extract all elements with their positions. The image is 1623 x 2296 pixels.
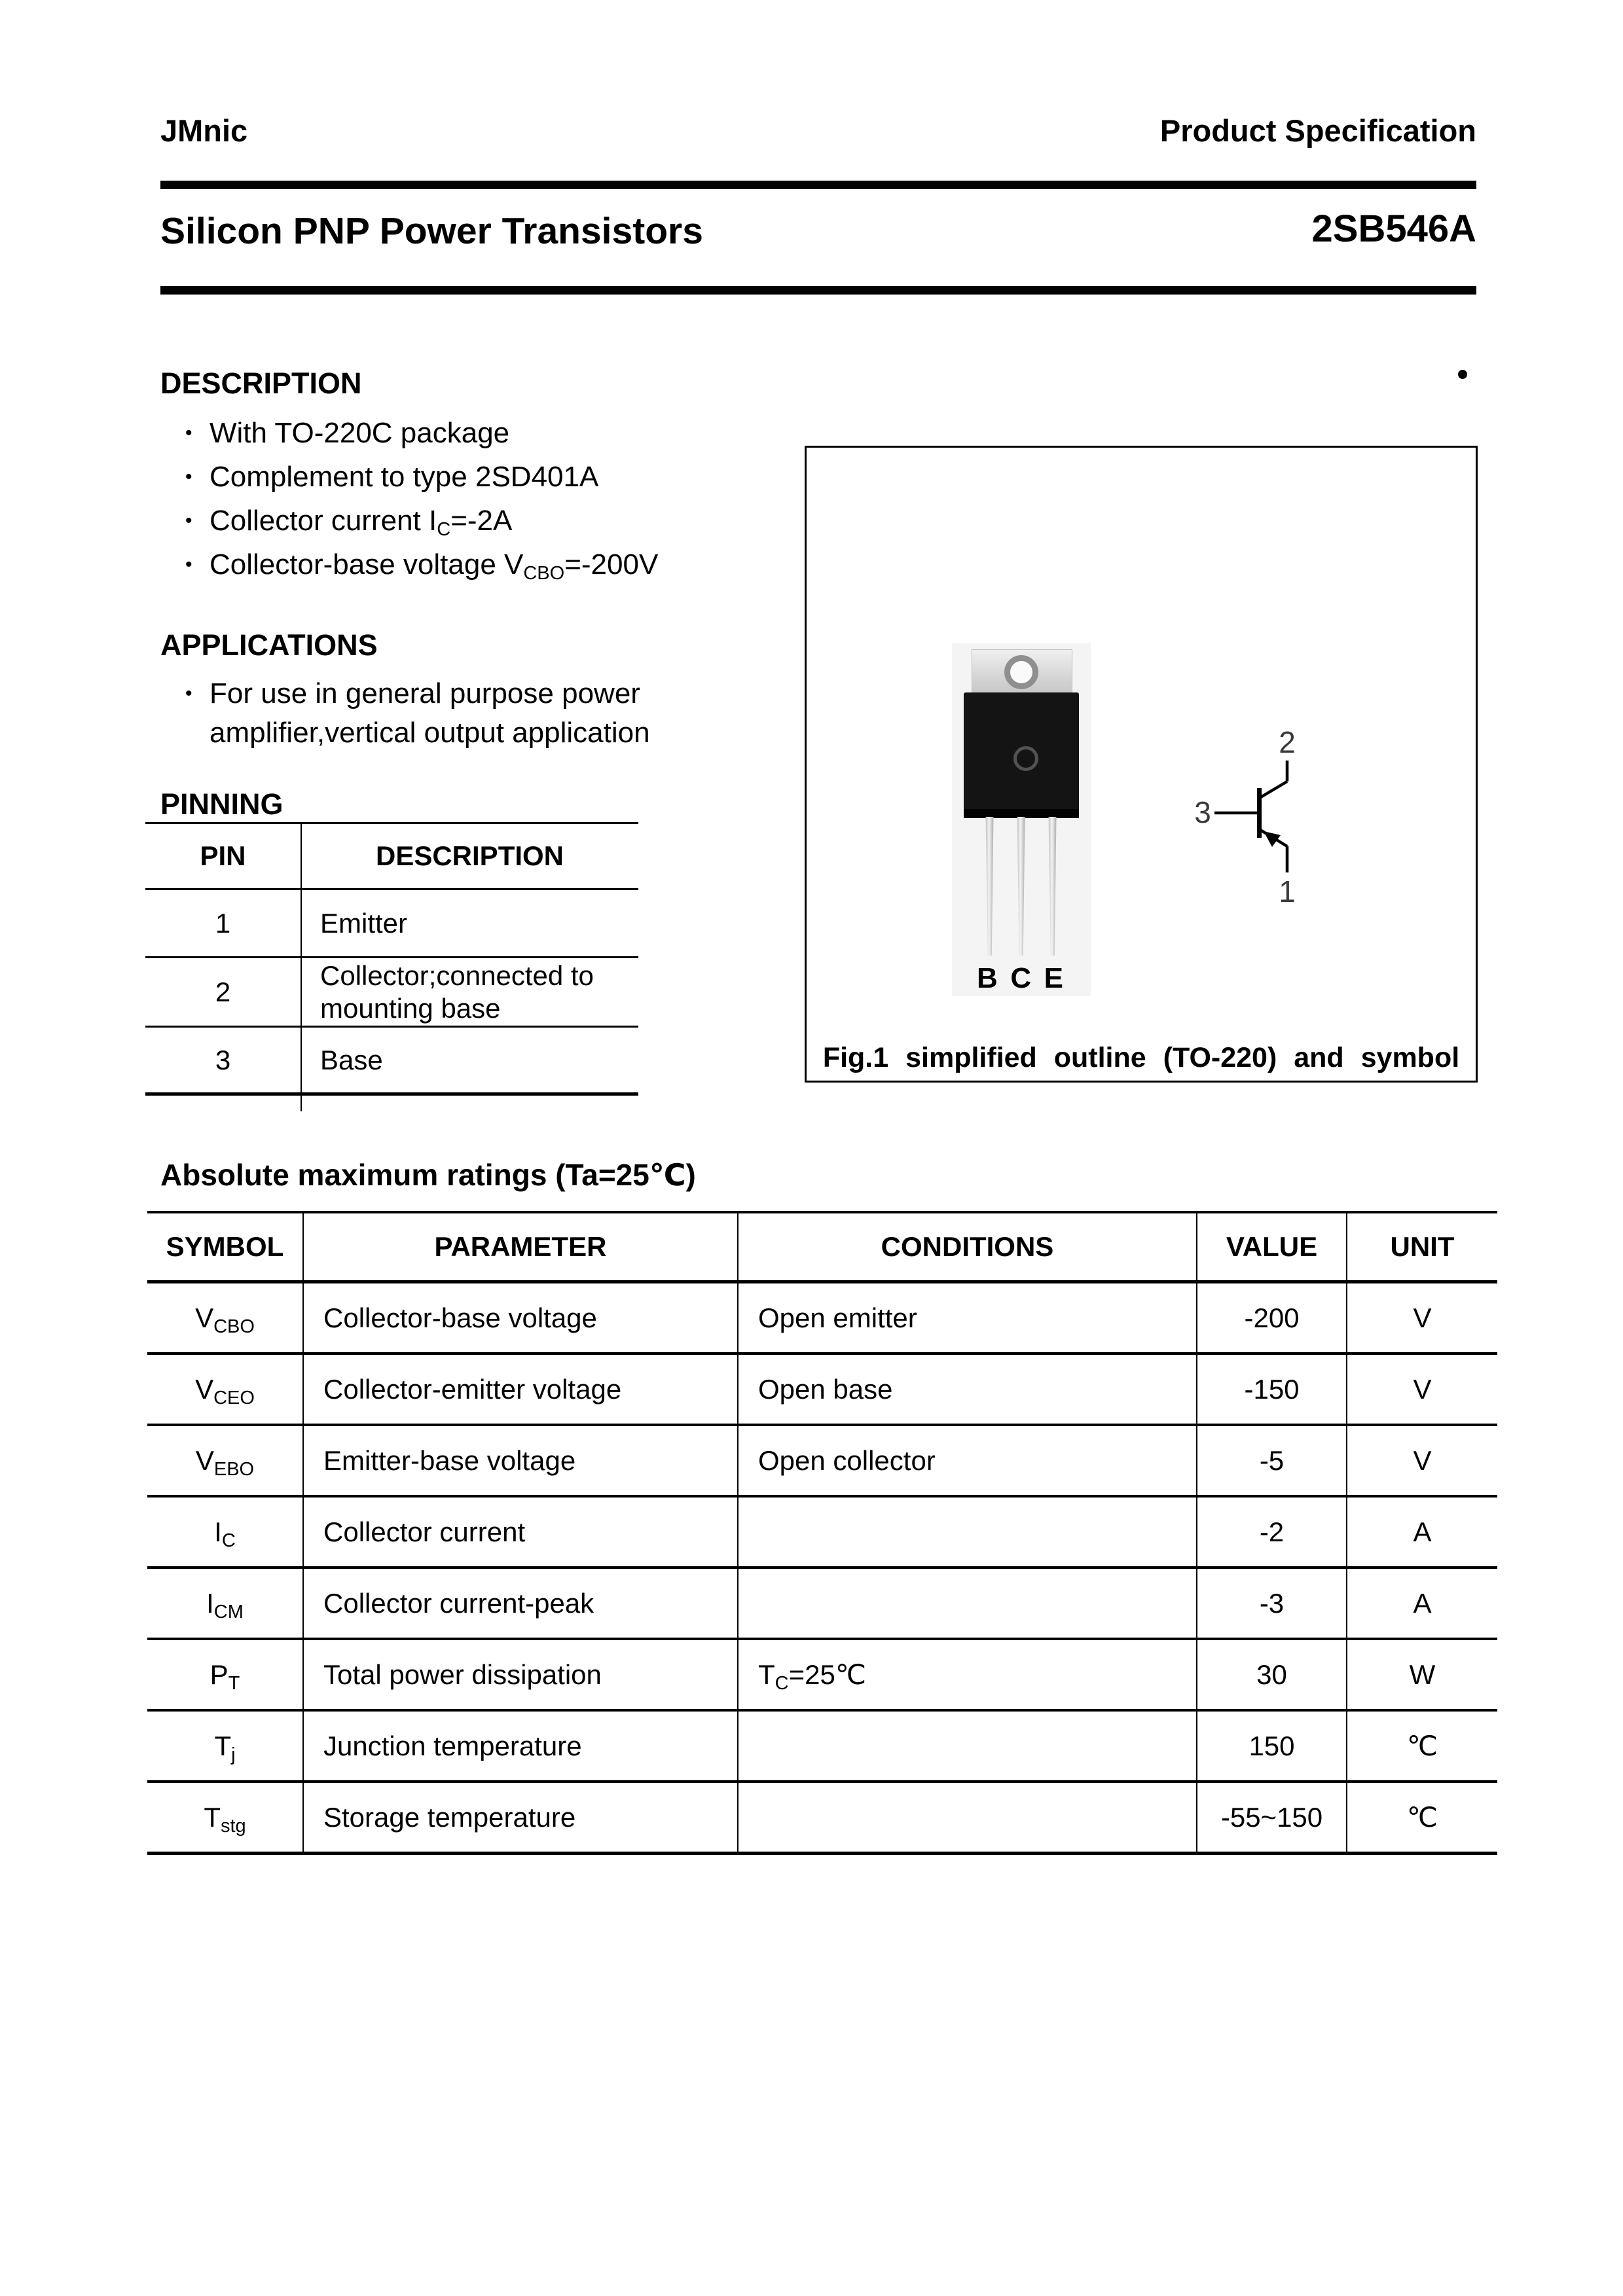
- unit-cell: ℃: [1347, 1710, 1497, 1782]
- package-base-strip: [964, 809, 1079, 818]
- parameter-cell: Emitter-base voltage: [303, 1425, 738, 1496]
- table-row: [147, 1782, 1497, 1854]
- parameter-column-header: PARAMETER: [303, 1212, 738, 1282]
- package-leg-base: [985, 817, 994, 956]
- pin-number-cell: 3: [215, 1044, 231, 1075]
- mounting-tab: [972, 649, 1072, 698]
- pin-number-cell: 2: [145, 958, 301, 1027]
- bullet-text: Complement to type 2SD401A: [210, 460, 599, 493]
- table-row: [147, 1425, 1497, 1496]
- mounting-hole-icon: [1004, 655, 1038, 689]
- unit-cell: W: [1347, 1639, 1497, 1710]
- parameter-cell: Collector current: [303, 1496, 738, 1568]
- value-cell: -55~150: [1197, 1782, 1347, 1854]
- table-row: [147, 1710, 1497, 1782]
- pin-number-cell: 1: [145, 889, 301, 958]
- pnp-transistor-symbol: [1180, 706, 1324, 915]
- table-row: [145, 1027, 638, 1094]
- symbol-cell: $T_j$: [147, 1710, 303, 1782]
- package-pin-labels: [977, 962, 1063, 995]
- header-rule-top: [160, 181, 1476, 189]
- bullet-icon: •: [185, 682, 192, 704]
- parameter-cell: Collector-emitter voltage: [303, 1354, 738, 1425]
- conditions-cell: Open emitter: [738, 1282, 1197, 1354]
- conditions-cell: Open collector: [738, 1425, 1197, 1496]
- stray-dot-icon: [1458, 370, 1467, 379]
- abs-max-ratings-table: [147, 1211, 1497, 1855]
- parameter-cell: Storage temperature: [303, 1782, 738, 1854]
- pin-label-e: E: [1044, 962, 1063, 994]
- bullet-icon: •: [185, 509, 192, 531]
- bullet-icon: •: [185, 465, 192, 488]
- applications-bullet-list: [160, 672, 640, 715]
- conditions-cell: $T_C=25℃$: [738, 1639, 1197, 1710]
- parameter-cell: Total power dissipation: [303, 1639, 738, 1710]
- pin-description-cell: Base: [301, 1027, 638, 1094]
- symbol-column-header: SYMBOL: [147, 1212, 303, 1282]
- value-cell: -200: [1197, 1282, 1347, 1354]
- table-row: [147, 1354, 1497, 1425]
- bullet-text: For use in general purpose power: [210, 677, 640, 709]
- list-item: [160, 543, 658, 586]
- symbol-cell: $I_C$: [147, 1496, 303, 1568]
- document-type-label: Product Specification: [1159, 113, 1476, 148]
- table-row: [145, 958, 638, 1027]
- symbol-cell: $V_{CEO}$: [147, 1354, 303, 1425]
- description-column-header: DESCRIPTION: [301, 823, 638, 889]
- list-item: [160, 455, 658, 499]
- pinning-table: [145, 822, 638, 1096]
- pin-description-cell: Emitter: [301, 889, 638, 958]
- package-body: [964, 692, 1079, 818]
- figure-caption: Fig.1 simplified outline (TO-220) and symbol: [822, 1042, 1460, 1073]
- conditions-column-header: CONDITIONS: [738, 1212, 1197, 1282]
- value-cell: 30: [1197, 1639, 1347, 1710]
- unit-cell: V: [1347, 1282, 1497, 1354]
- parameter-cell: Junction temperature: [303, 1710, 738, 1782]
- brand-logo-text: JMnic: [160, 113, 248, 148]
- table-row: [147, 1639, 1497, 1710]
- part-number: 2SB546A: [1311, 207, 1476, 250]
- figure-box: [805, 446, 1478, 1083]
- molded-mark-icon: [1013, 746, 1038, 771]
- unit-cell: V: [1347, 1425, 1497, 1496]
- value-cell: -2: [1197, 1496, 1347, 1568]
- symbol-cell: $T_{stg}$: [204, 1801, 246, 1837]
- unit-cell: V: [1347, 1354, 1497, 1425]
- conditions-cell: [738, 1568, 1197, 1639]
- table-row: [147, 1282, 1497, 1354]
- package-leg-collector: [1016, 817, 1026, 956]
- conditions-cell: [738, 1496, 1197, 1568]
- symbol-cell: $V_{EBO}$: [147, 1425, 303, 1496]
- table-header-row: [145, 823, 638, 889]
- header-rule-bottom: [160, 286, 1476, 295]
- bullet-text: Collector-base voltage $V_{CBO}=-200V$: [210, 548, 659, 584]
- pin-label-c: C: [1010, 962, 1032, 994]
- value-column-header: VALUE: [1197, 1212, 1347, 1282]
- package-leg-emitter: [1048, 817, 1057, 956]
- bullet-icon: •: [185, 422, 192, 444]
- list-item: [160, 672, 640, 715]
- conditions-cell: [738, 1782, 1197, 1854]
- svg-text:1: 1: [1279, 874, 1296, 908]
- list-item: [160, 499, 658, 543]
- bullet-icon: •: [185, 553, 192, 575]
- pinning-table-divider-overshoot: [301, 1090, 302, 1111]
- symbol-cell: $I_{CM}$: [147, 1568, 303, 1639]
- parameter-cell: Collector current-peak: [303, 1568, 738, 1639]
- table-row: [147, 1568, 1497, 1639]
- applications-continuation-line: amplifier,vertical output application: [210, 717, 650, 749]
- symbol-cell: $P_T$: [147, 1639, 303, 1710]
- package-photo: [952, 643, 1091, 996]
- description-bullet-list: [160, 411, 658, 586]
- description-heading: DESCRIPTION: [160, 367, 362, 400]
- unit-cell: A: [1347, 1568, 1497, 1639]
- table-row: [147, 1496, 1497, 1568]
- table-row: [145, 889, 638, 958]
- conditions-cell: Open base: [738, 1354, 1197, 1425]
- value-cell: -150: [1197, 1354, 1347, 1425]
- list-item: [160, 411, 658, 455]
- abs-max-heading: Absolute maximum ratings (Ta=25℃): [160, 1158, 696, 1192]
- unit-cell: A: [1347, 1496, 1497, 1568]
- unit-column-header: UNIT: [1347, 1212, 1497, 1282]
- pin-column-header: PIN: [145, 823, 301, 889]
- bullet-text: Collector current $I_C=-2A$: [210, 504, 513, 540]
- product-family-title: Silicon PNP Power Transistors: [160, 210, 703, 252]
- pin-description-cell: Collector;connected to mounting base: [301, 958, 638, 1027]
- conditions-cell: [738, 1710, 1197, 1782]
- pin-label-b: B: [977, 962, 998, 994]
- bullet-text: With TO-220C package: [210, 416, 510, 449]
- value-cell: 150: [1197, 1710, 1347, 1782]
- pinning-heading: PINNING: [160, 787, 283, 821]
- svg-text:3: 3: [1194, 795, 1211, 829]
- value-cell: -5: [1197, 1425, 1347, 1496]
- applications-heading: APPLICATIONS: [160, 628, 378, 662]
- table-header-row: [147, 1212, 1497, 1282]
- svg-text:2: 2: [1279, 725, 1296, 759]
- value-cell: -3: [1197, 1568, 1347, 1639]
- symbol-cell: $V_{CBO}$: [147, 1282, 303, 1354]
- parameter-cell: Collector-base voltage: [303, 1282, 738, 1354]
- unit-cell: ℃: [1347, 1782, 1497, 1854]
